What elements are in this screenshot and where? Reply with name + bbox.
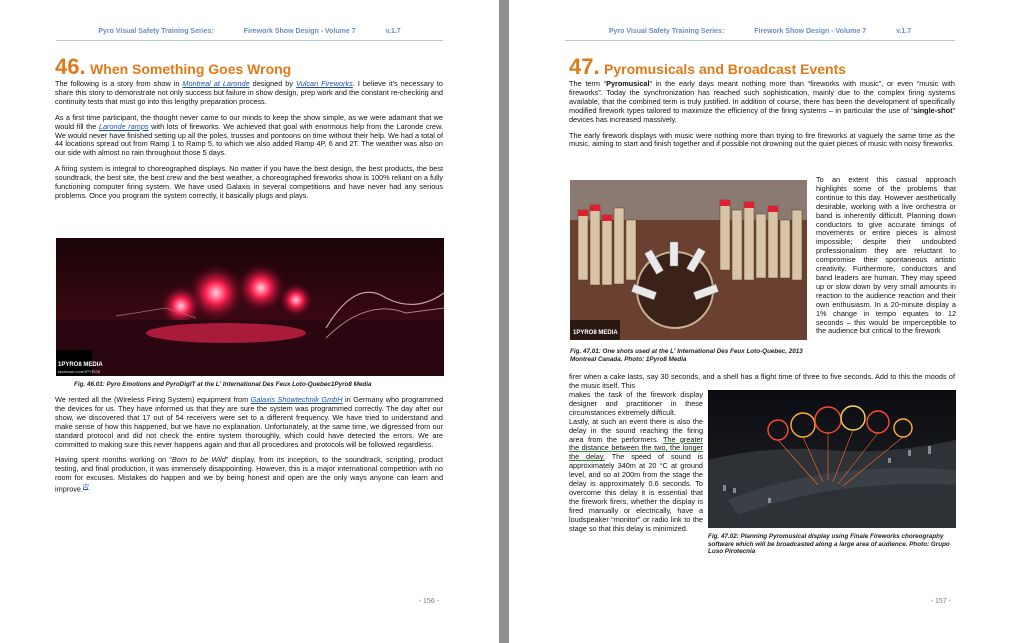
chapter-heading (55, 54, 291, 80)
paragraph: firer when a cake lasts, say 30 seconds, and a shell has a flight time of three to five seconds. Add to this the moods of the music itself. This (569, 372, 955, 390)
link-montreal-laronde[interactable]: Montreal at Laronde (182, 79, 250, 88)
body-text-left-column (569, 391, 703, 534)
text: ” devices has increased massively. (569, 105, 955, 124)
link-galaxis[interactable]: Galaxis Showtechnik GmbH (250, 395, 343, 404)
sidebar-text (816, 176, 956, 336)
paragraph (569, 418, 703, 534)
paragraph (55, 396, 443, 449)
pyromusical-planning-render (708, 390, 956, 528)
right-page (509, 0, 1011, 643)
text: We rented all the (Wireless Firing System) equipment from (55, 395, 251, 404)
link-laronde-ramps[interactable]: Laronde ramps (98, 121, 149, 131)
header-volume: Firework Show Design - Volume 7 (754, 28, 867, 35)
body-text-top (55, 80, 443, 208)
figure-caption-1: Fig. 47.01: One shots used at the L' International Des Feux Loto-Quebec, 2013 Montreal Canada. Photo: 1Pyro8 Media (570, 348, 803, 363)
left-page (0, 0, 499, 643)
text: single-shot (913, 105, 953, 115)
chapter-number: 47. (569, 54, 600, 79)
paragraph (569, 80, 955, 125)
header-series: Pyro Visual Safety Training Series: (608, 28, 725, 35)
body-text-full (569, 373, 955, 391)
body-text-bottom (55, 396, 443, 501)
chapter-title: Pyromusicals and Broadcast Events (604, 61, 847, 77)
photo-logo: 1PYRO8 MEDIA (58, 362, 103, 368)
chapter-number: 46. (55, 54, 86, 79)
paragraph: A firing system is integral to choreographed displays. No matter if you have the best design, the best products, the best soundtrack, the best site, the best crew and the best weather, a choreographed fireworks show is 100% reliant on a fully functioning computer firing system. We have used Galaxis in several competitions and have never had any serious problems. Once you program the system correctly, it basically plugs and plays. (55, 164, 443, 200)
one-shots-photo-image (570, 180, 807, 340)
paragraph (55, 114, 443, 159)
text: . I believe it's necessary to share this story to demonstrate not only success but failure in show design, prep work and the constant re-checking and continuity tests that must go into this lengthy preparation process. (55, 79, 443, 106)
text: with lots of fireworks. We achieved that goal with enormous help from the Laronde crew. We would never have finished setting up all the poles, trusses and pontoons on time without their help. We had a total of 44 locations spread out from Ramp 1 to Ramp 5, to which we also added Ramp 4P, 6 and 2T. The weather was also on our side with almost no rain throughout those 5 days. (55, 121, 443, 158)
text: ” display, from its inception, to the soundtrack, scripting, product testing, and final production, it was immensely disappointing. However, this is a major international competition with no room for excuses. Mistakes do happen and we by being honest and open are the only ways anyone can learn and improve. (55, 455, 443, 494)
header-version: v.1.7 (385, 28, 401, 35)
header-version: v.1.7 (896, 28, 912, 35)
text: designed by (249, 79, 296, 88)
running-header (565, 28, 955, 41)
photo-logo-sub: facebook.com/1PYRO8 (58, 369, 100, 374)
paragraph: The early firework displays with music were nothing more than trying to fire fireworks at vaguely the same time as the music, aiming to start and finish together and if possible not drowning out the quiet pieces of music with noisy fireworks. (569, 130, 955, 149)
text: Pyromusical (606, 79, 650, 88)
pyromusical-planning-image (708, 390, 956, 528)
figure-caption-2: Fig. 47.02: Planning Pyromusical display using Finale Fireworks choreography software which will be broadcasted along a large area of audience. Photo: Grupo Luso Pirotecnia (708, 533, 950, 556)
text: The speed of sound is approximately 340m at 20 °C at ground level, and so at 200m from the stage the delay is approximately 0.6 seconds. To overcome this delay it is essential that the firework firers, whether the display is fired manually or electrically, have a loudspeaker “monitor” or radio link to the stage so that this delay is minimized. (569, 452, 703, 533)
running-header (56, 28, 443, 41)
text: Born to be Wild (171, 455, 226, 465)
page-number: - 157 - (930, 598, 951, 605)
page-number: - 156 - (418, 598, 439, 605)
chapter-heading (569, 54, 846, 80)
body-text-top (569, 80, 955, 156)
text: Having spent months working on “ (55, 455, 172, 465)
text: Lastly, at such an event there is also the delay in the sound reaching the firing area from the performers. (569, 416, 703, 444)
fireworks-photo-image (56, 238, 444, 376)
text: in Germany who programmed the devices for us. They have informed us that they are sure the system was programmed correctly. The day after our show, we discovered that 17 out of 54 receivers were set to a different frequency. We have tried to understand and make sense of how this happened, but we have no explanation. Unfortunately, at the same time, we digressed from our standard protocol and did not check the entire system thoroughly, which could have detected the errors. We are committed to making sure this never happens again and that all procedures and protocols will be followed regardless. (55, 395, 443, 449)
text: The following is a story from show in (55, 79, 183, 88)
page-gutter (499, 0, 509, 643)
link-vulcan-fireworks[interactable]: Vulcan Fireworks (295, 79, 353, 88)
header-series: Pyro Visual Safety Training Series: (98, 28, 214, 35)
paragraph (55, 456, 443, 494)
footnote-link[interactable]: [2] (82, 484, 89, 491)
photo-logo: 1PYRO8 MEDIA (573, 330, 618, 336)
underlined-text: The greater the distance between the two, the longer the delay. (569, 434, 703, 462)
figure-caption: Fig. 46.01: Pyro Emotions and PyroDigIT at the L' International Des Feux Loto-Quebec1Pyro8 Media (74, 381, 372, 388)
paragraph: To an extent this casual approach highlights some of the problems that continue to this day. However aesthetically desirable, working with a live orchestra or band is inherently difficult. Planning down conductors to give accurate timings of movements or entire pieces is almost impossible; despite their undoubted professionalism they are reluctant to compromise their spontaneous artistic creativity. Furthermore, conductors and band leaders are human. They may speed up or slow down by very small amounts in reaction to the audience reaction and their own enthusiasm. In a 20-minute display a 1% change in tempo equates to 12 seconds – this would be imperceptible to the audience but critical to the firework (816, 175, 956, 336)
text: As a first time participant, the thought never came to our minds to keep the show simple, as we were adamant that we would fill the (55, 112, 443, 131)
fireworks-photo (56, 238, 444, 376)
one-shots-photo (570, 180, 807, 340)
text: The term “ (569, 79, 607, 88)
header-volume: Firework Show Design - Volume 7 (243, 28, 356, 35)
paragraph (55, 80, 443, 107)
chapter-title: When Something Goes Wrong (90, 61, 292, 77)
text: ” in the early days meant nothing more than “fireworks with music”, or even “music with fireworks”. Today the synchronization has reached such sophistication, mainly due to the complex firing systems available, that the combined term is truly justified. In addition of course, there has been the development of specifically modified firework types tailored to maximize the efficiency of the firing systems – in particular the use of “ (569, 79, 955, 115)
paragraph: makes the task of the firework display designer and practitioner in these circumstances extremely difficult. (569, 390, 703, 417)
